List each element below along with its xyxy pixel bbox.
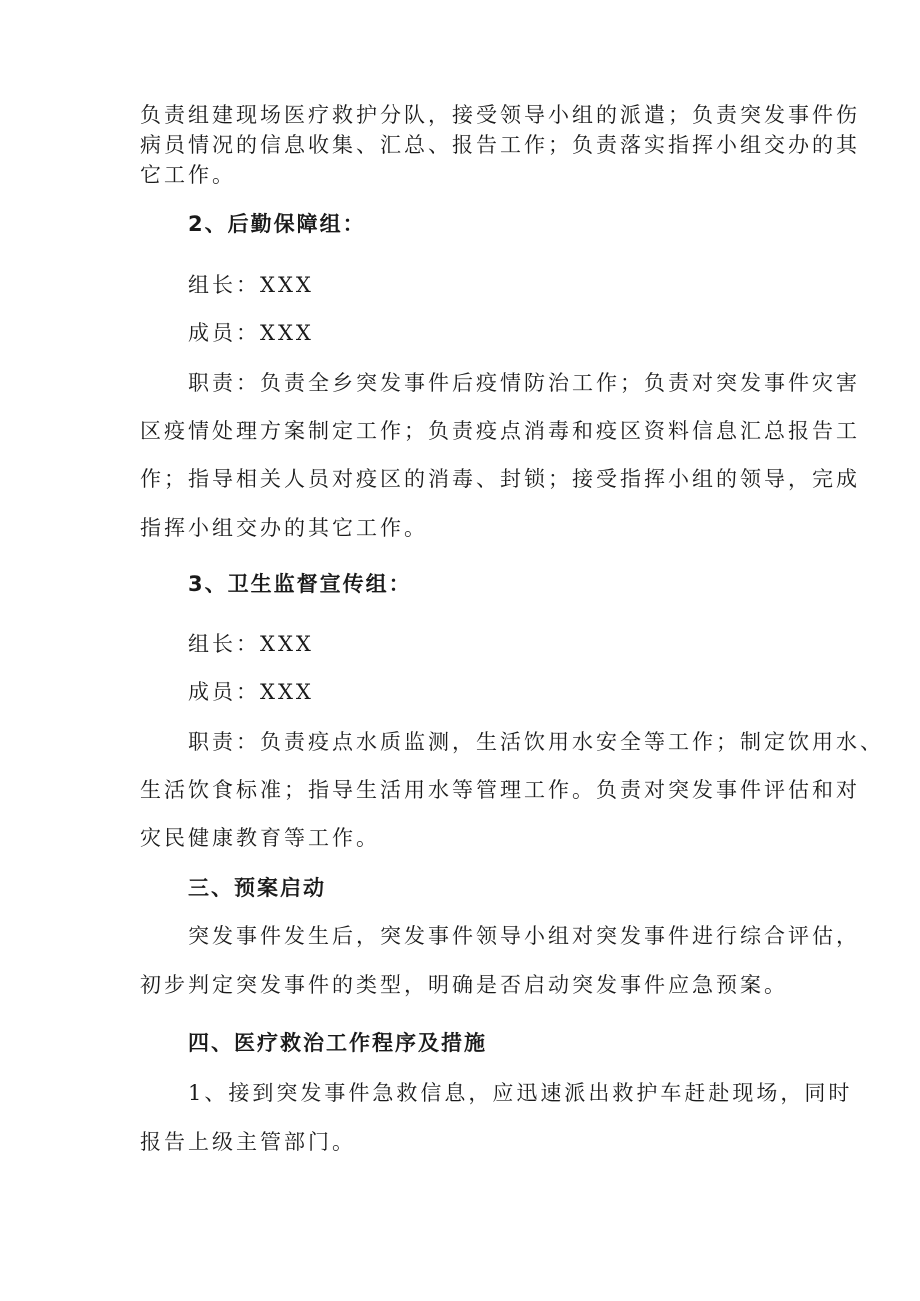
- group-leader-line: 组长：XXX: [188, 632, 314, 656]
- paragraph-line: 作；指导相关人员对疫区的消毒、封锁；接受指挥小组的领导，完成: [140, 467, 860, 491]
- paragraph-line: 灾民健康教育等工作。: [140, 826, 380, 850]
- paragraph-line: 病员情况的信息收集、汇总、报告工作；负责落实指挥小组交办的其: [140, 133, 860, 157]
- section-heading-health-supervision: 3、卫生监督宣传组：: [188, 572, 412, 596]
- paragraph-line: 职责：负责全乡突发事件后疫情防治工作；负责对突发事件灾害: [188, 371, 860, 395]
- section-heading-medical-procedures: 四、医疗救治工作程序及措施: [188, 1031, 487, 1055]
- paragraph-line: 初步判定突发事件的类型，明确是否启动突发事件应急预案。: [140, 973, 788, 997]
- paragraph-line: 职责：负责疫点水质监测，生活饮用水安全等工作；制定饮用水、: [188, 730, 884, 754]
- paragraph-line: 突发事件发生后，突发事件领导小组对突发事件进行综合评估，: [188, 924, 860, 948]
- section-heading-plan-activation: 三、预案启动: [188, 876, 326, 900]
- paragraph-line: 负责组建现场医疗救护分队，接受领导小组的派遣；负责突发事件伤: [140, 103, 860, 127]
- group-members-line: 成员：XXX: [188, 321, 314, 345]
- paragraph-line: 它工作。: [140, 163, 236, 187]
- group-leader-line: 组长：XXX: [188, 273, 314, 297]
- group-members-line: 成员：XXX: [188, 680, 314, 704]
- paragraph-line: 指挥小组交办的其它工作。: [140, 516, 428, 540]
- paragraph-line: 生活饮食标准；指导生活用水等管理工作。负责对突发事件评估和对: [140, 778, 860, 802]
- section-heading-logistics: 2、后勤保障组：: [188, 212, 366, 236]
- paragraph-line: 区疫情处理方案制定工作；负责疫点消毒和疫区资料信息汇总报告工: [140, 419, 860, 443]
- paragraph-line: 报告上级主管部门。: [140, 1130, 356, 1154]
- paragraph-line: 1、接到突发事件急救信息，应迅速派出救护车赶赴现场，同时: [188, 1081, 853, 1105]
